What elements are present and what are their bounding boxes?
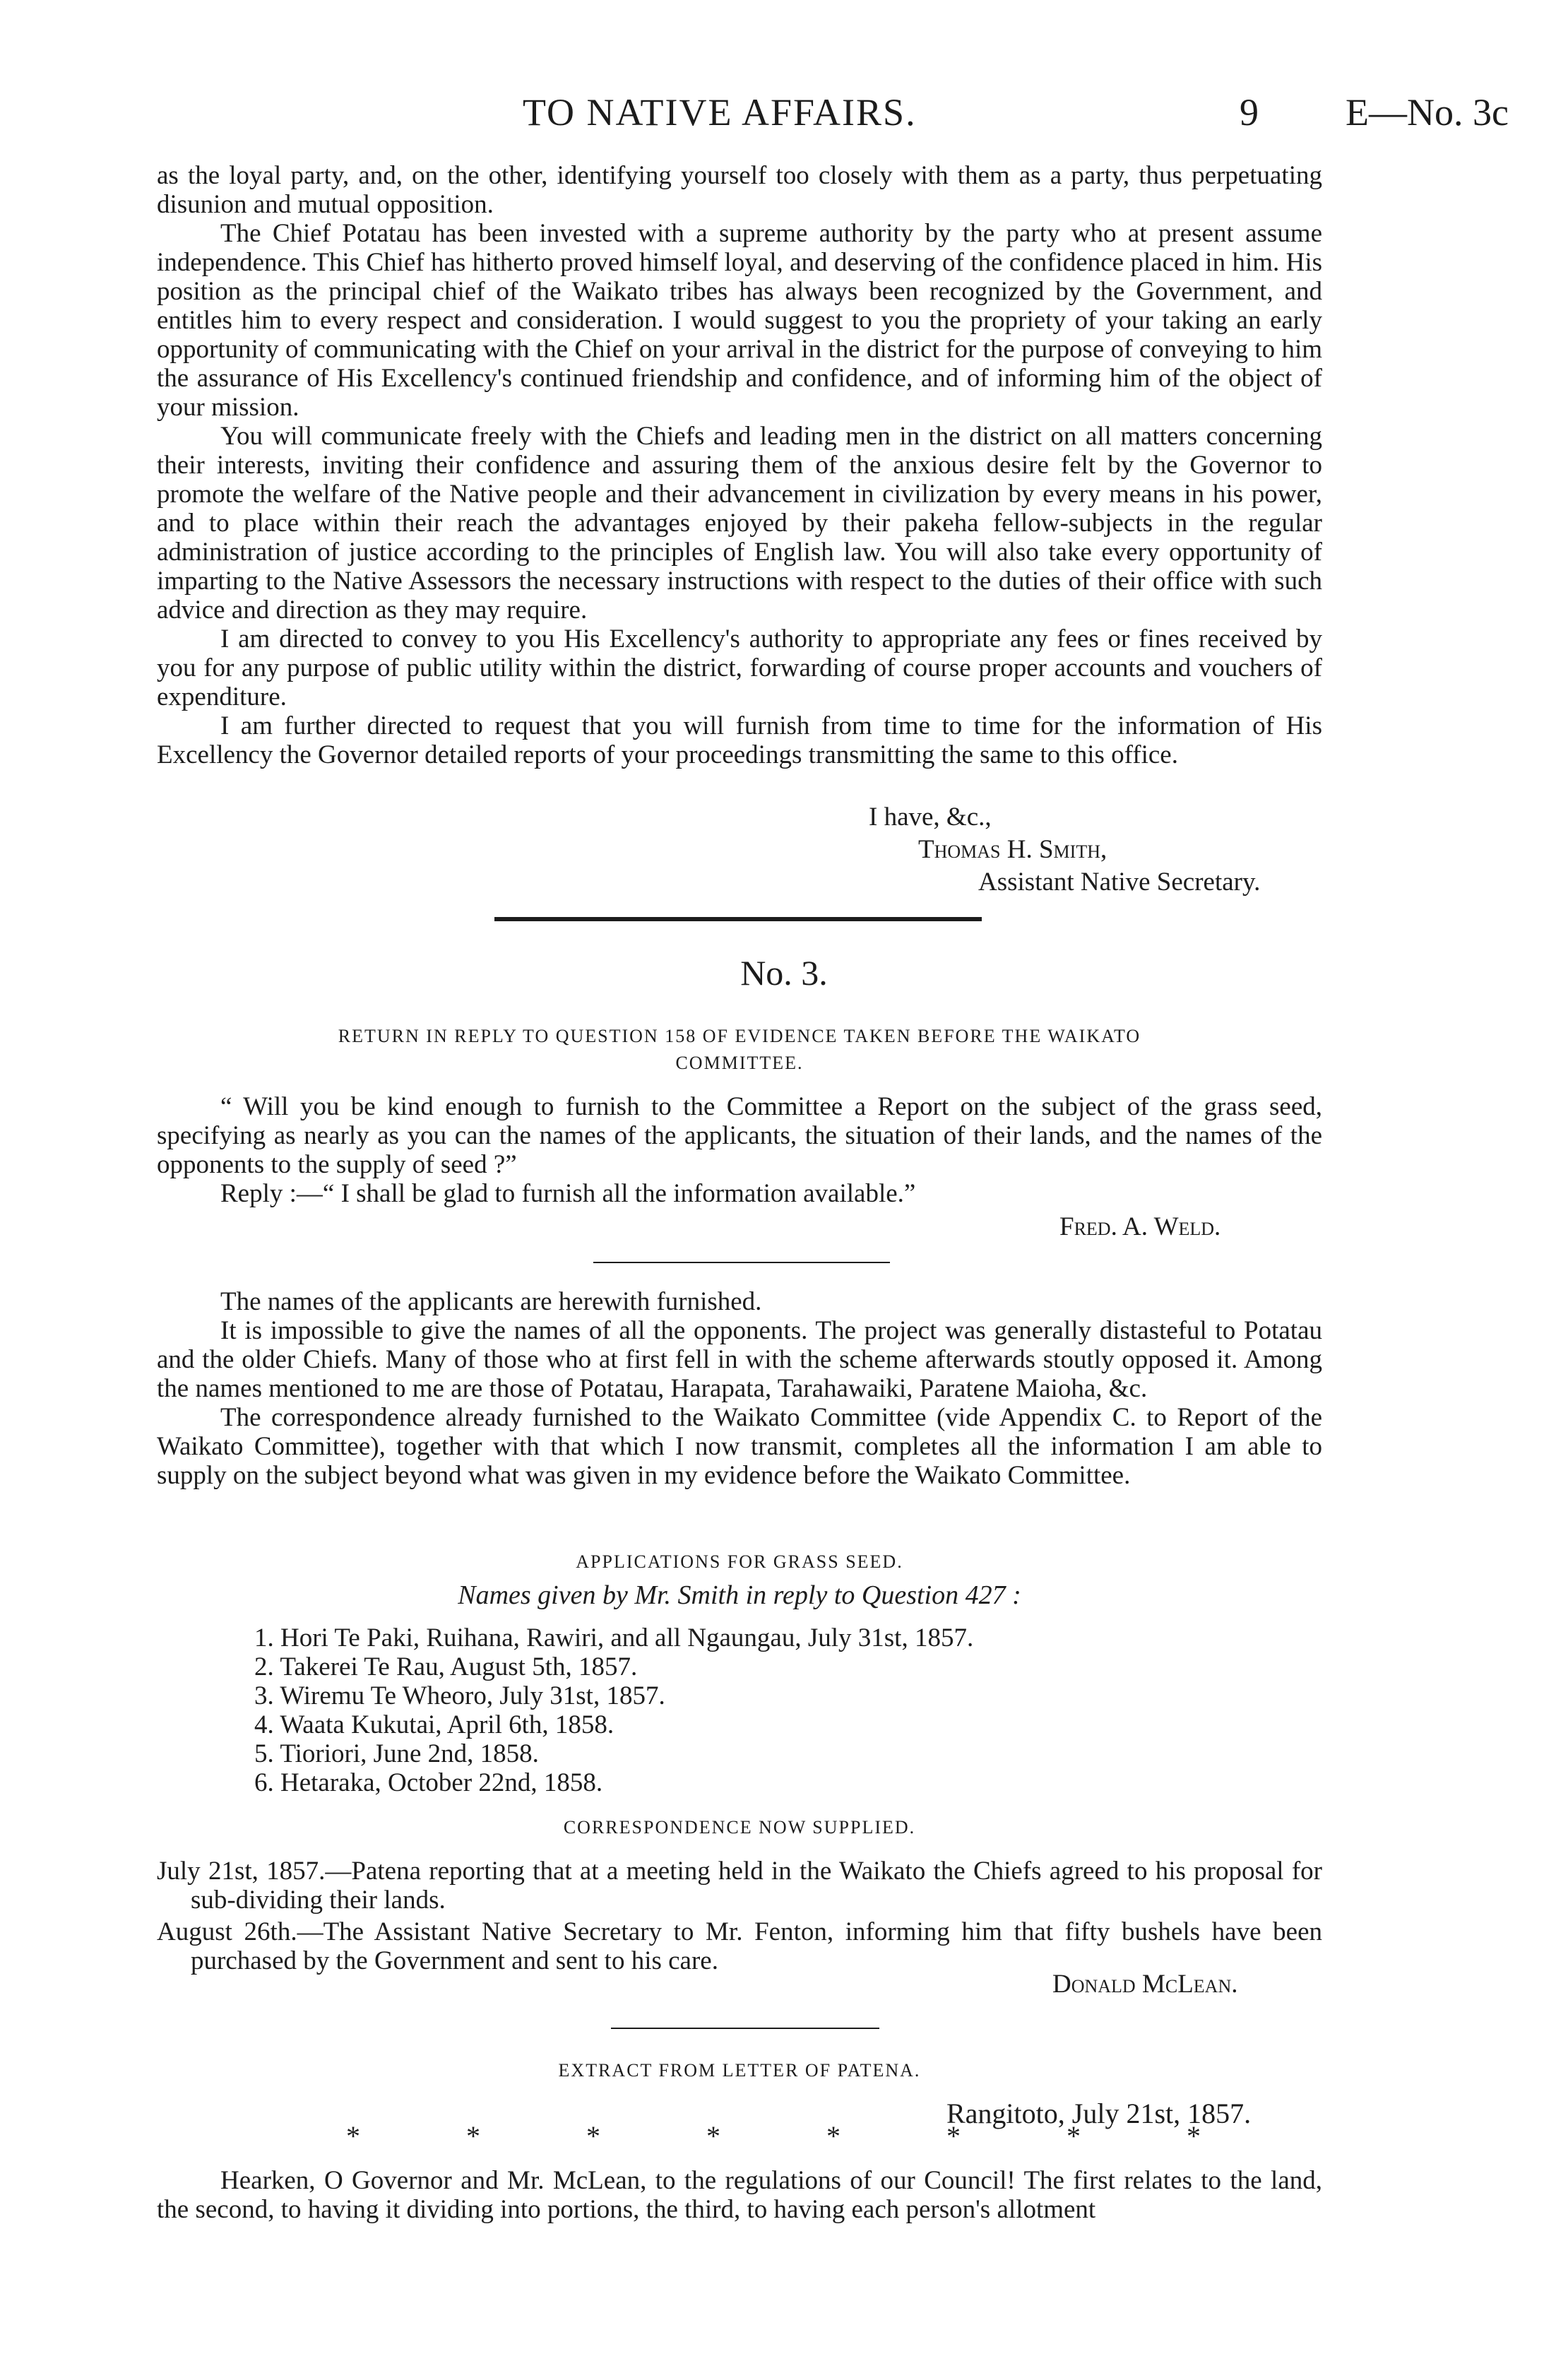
list-item: 1. Hori Te Paki, Ruihana, Rawiri, and all Ngaungau, July 31st, 1857. — [254, 1623, 974, 1652]
letter-paragraph: I am further directed to request that you will furnish from time to time for the information of His Excellency the Governor detailed reports of your proceedings transmitting the same to this office. — [157, 711, 1322, 769]
statement-body — [157, 1287, 1322, 1490]
list-item: 6. Hetaraka, October 22nd, 1858. — [254, 1768, 603, 1797]
list-item: 3. Wiremu Te Wheoro, July 31st, 1857. — [254, 1681, 665, 1710]
correspondence-signatory — [1052, 1970, 1237, 1999]
reply-text: Reply :—“ I shall be glad to furnish all the information available.” — [220, 1179, 916, 1208]
extract-paragraph: Hearken, O Governor and Mr. McLean, to the regulations of our Council! The first relates to the land, the second, to having it dividing into portions, the third, to having each person's allotment — [157, 2166, 1322, 2224]
section-heading-line: COMMITTEE. — [675, 1053, 804, 1073]
correspondence-signatory-text: Donald McLean. — [1052, 1970, 1238, 1999]
reply-signatory: Fred. A. Weld. — [1059, 1212, 1221, 1241]
page-number: 9 — [1240, 91, 1259, 134]
letter-body — [157, 161, 1322, 769]
star-mark: * — [1067, 2120, 1081, 2152]
star-mark: * — [1187, 2120, 1201, 2152]
star-mark: * — [586, 2120, 600, 2152]
extract-heading: EXTRACT FROM LETTER OF PATENA. — [558, 2060, 921, 2081]
question-text: “ Will you be kind enough to furnish to the Committee a Report on the subject of the grass seed, specifying as nearly as you can the names of the applicants, the situation of their lands, and the names of the opponents to the supply of seed ?” — [157, 1092, 1322, 1179]
letter-closing: I have, &c., — [869, 803, 992, 832]
correspondence-entry: August 26th.—The Assistant Native Secretary to Mr. Fenton, informing him that fifty bushels have been purchased by the Government and sent to his care. — [157, 1917, 1322, 1975]
list-item: 5. Tioriori, June 2nd, 1858. — [254, 1739, 539, 1768]
statement-paragraph: The correspondence already furnished to the Waikato Committee (vide Appendix C. to Report of the Waikato Committee), together with that which I now transmit, completes all the information I am able to supply on the subject beyond what was given in my evidence before the Waikato Committee. — [157, 1403, 1322, 1490]
statement-paragraph: The names of the applicants are herewith furnished. — [220, 1287, 762, 1316]
star-mark: * — [466, 2120, 480, 2152]
letter-paragraph: I am directed to convey to you His Excellency's authority to appropriate any fees or fines received by you for any purpose of public utility within the district, forwarding of course proper accounts and vouchers of expenditure. — [157, 625, 1322, 711]
page-header — [0, 90, 1568, 147]
letter-signatory: Thomas H. Smith, — [918, 835, 1107, 864]
section-heading — [157, 1023, 1322, 1077]
statement-paragraph: It is impossible to give the names of all the opponents. The project was generally distasteful to Potatau and the older Chiefs. Many of those who at first fell in with the scheme afterwards stoutly opposed it. Among the names mentioned to me are those of Potatau, Harapata, Tarahawaiki, Paratene Maioha, &c. — [157, 1316, 1322, 1403]
letter-paragraph: You will communicate freely with the Chiefs and leading men in the district on all matters concerning their interests, inviting their confidence and assuring them of the anxious desire felt by the Governor to promote the welfare of the Native people and their advancement in civilization by every means in his power, and to place within their reach the advantages enjoyed by their pakeha fellow-subjects in the regular administration of justice according to the principles of English law. You will also take every opportunity of imparting to the Native Assessors the necessary instructions with respect to the duties of their office with such advice and direction as they may require. — [157, 422, 1322, 625]
list-item: 2. Takerei Te Rau, August 5th, 1857. — [254, 1652, 638, 1681]
letter-paragraph: The Chief Potatau has been invested with a supreme authority by the party who at present assume independence. This Chief has hitherto proved himself loyal, and deserving of the confidence placed in him. His position as the principal chief of the Waikato tribes has always been recognized by the Government, and entitles him to every respect and consideration. I would suggest to you the propriety of your taking an early opportunity of communicating with the Chief on your arrival in the district for the purpose of conveying to him the assurance of His Excellency's continued friendship and confidence, and of informing him of the object of your mission. — [157, 219, 1322, 422]
applications-subheading: Names given by Mr. Smith in reply to Question 427 : — [458, 1580, 1021, 1610]
star-mark: * — [946, 2120, 961, 2152]
letter-paragraph: as the loyal party, and, on the other, identifying yourself too closely with them as a party, thus perpetuating disunion and mutual opposition. — [157, 161, 1322, 219]
list-item: 4. Waata Kukutai, April 6th, 1858. — [254, 1710, 614, 1739]
running-title: TO NATIVE AFFAIRS. — [523, 91, 917, 134]
letter-signatory-title: Assistant Native Secretary. — [978, 868, 1261, 897]
star-mark: * — [346, 2120, 360, 2152]
star-mark: * — [826, 2120, 841, 2152]
correspondence-heading: CORRESPONDENCE NOW SUPPLIED. — [563, 1817, 916, 1838]
extract-place-date: Rangitoto, July 21st, 1857. — [946, 2098, 1252, 2129]
question-block — [157, 1092, 1322, 1208]
applicants-list — [254, 1623, 973, 1797]
correspondence-list — [157, 1857, 1322, 1978]
section-heading-line: RETURN IN REPLY TO QUESTION 158 OF EVIDENCE TAKEN BEFORE THE WAIKATO — [338, 1026, 1141, 1046]
correspondence-entry: July 21st, 1857.—Patena reporting that at a meeting held in the Waikato the Chiefs agreed to his proposal for sub-dividing their lands. — [157, 1857, 1322, 1915]
divider — [593, 1262, 890, 1263]
applications-heading: APPLICATIONS FOR GRASS SEED. — [576, 1551, 903, 1572]
section-number: No. 3. — [740, 953, 828, 993]
document-reference: E—No. 3c — [1346, 91, 1509, 134]
section-divider — [494, 917, 982, 921]
star-mark: * — [706, 2120, 720, 2152]
